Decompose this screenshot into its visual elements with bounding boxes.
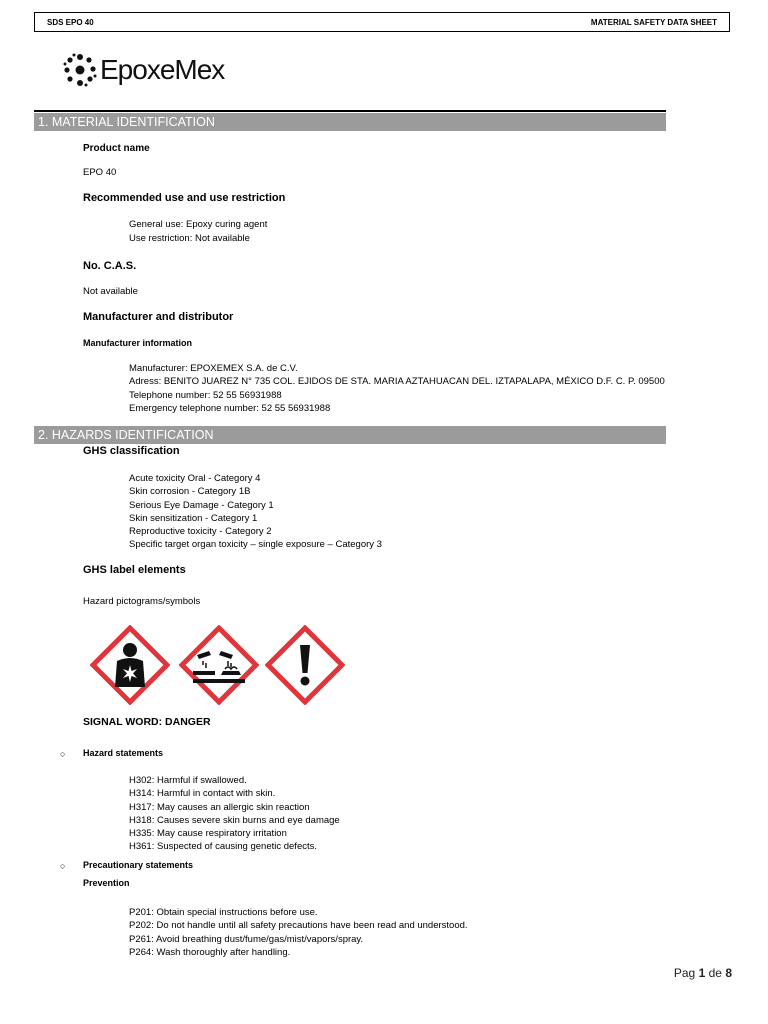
ghs-class-item: Serious Eye Damage - Category 1 <box>129 499 274 511</box>
ghs-class-item: Reproductive toxicity - Category 2 <box>129 526 272 538</box>
ghs-class-item: Acute toxicity Oral - Category 4 <box>129 473 261 484</box>
hazard-statements-list <box>129 774 340 854</box>
prevention-statement: P261: Avoid breathing dust/fume/gas/mist/vapors/spray. <box>129 933 364 945</box>
manufacturer-info-list <box>129 362 665 415</box>
product-name-value: EPO 40 <box>83 167 117 178</box>
page-number <box>674 966 732 980</box>
exclamation-mark-icon <box>265 625 345 705</box>
doc-type: MATERIAL SAFETY DATA SHEET <box>590 18 717 27</box>
page-separator: de <box>708 966 722 980</box>
current-page: 1 <box>698 966 706 980</box>
prevention-statements-list <box>129 906 468 959</box>
ghs-classification-heading: GHS classification <box>83 445 180 457</box>
general-use-text: General use: Epoxy curing agent <box>129 219 268 230</box>
ghs-label-elements-heading: GHS label elements <box>83 564 186 576</box>
document-header <box>34 12 730 32</box>
hazard-statements-label: Hazard statements <box>83 748 164 758</box>
logo-text: EpoxeMex <box>100 54 225 85</box>
hazard-statement: H335: May cause respiratory irritation <box>129 828 287 840</box>
manufacturer-heading: Manufacturer and distributor <box>83 311 234 323</box>
hazard-statement: H361: Suspected of causing genetic defects. <box>129 841 318 853</box>
corrosion-icon <box>179 625 259 705</box>
section-1-title: 1. MATERIAL IDENTIFICATION <box>34 113 666 131</box>
company-logo <box>62 50 242 90</box>
page-prefix: Pag <box>673 966 696 980</box>
signal-word: SIGNAL WORD: DANGER <box>83 716 211 728</box>
total-pages: 8 <box>725 966 732 980</box>
prevention-statement: P201: Obtain special instructions before use. <box>129 907 318 918</box>
product-name-label: Product name <box>83 143 150 154</box>
recommended-use-heading: Recommended use and use restriction <box>83 192 286 204</box>
section-2-title: 2. HAZARDS IDENTIFICATION <box>34 426 666 444</box>
manufacturer-info-label: Manufacturer information <box>83 338 193 348</box>
health-hazard-icon <box>90 625 170 705</box>
logo-mark-icon <box>62 52 98 88</box>
ghs-class-item: Specific target organ toxicity – single exposure – Category 3 <box>129 539 382 551</box>
emergency-telephone-line: Emergency telephone number: 52 55 56931988 <box>129 402 331 414</box>
prevention-statement: P202: Do not handle until all safety precautions have been read and understood. <box>129 920 468 932</box>
doc-code: SDS EPO 40 <box>47 18 94 27</box>
hazard-statement: H318: Causes severe skin burns and eye damage <box>129 814 340 826</box>
bullet-icon: ○ <box>60 861 66 871</box>
prevention-label: Prevention <box>83 878 130 888</box>
ghs-class-item: Skin corrosion - Category 1B <box>129 486 251 498</box>
hazard-statement: H302: Harmful if swallowed. <box>129 775 247 786</box>
use-restriction-text: Use restriction: Not available <box>129 233 250 244</box>
manufacturer-line: Manufacturer: EPOXEMEX S.A. de C.V. <box>129 363 298 374</box>
ghs-classification-list <box>129 472 382 552</box>
hazard-statement: H314: Harmful in contact with skin. <box>129 788 276 800</box>
ghs-class-item: Skin sensitization - Category 1 <box>129 512 258 524</box>
cas-value: Not available <box>83 286 138 297</box>
precautionary-statements-label: Precautionary statements <box>83 860 194 870</box>
telephone-line: Telephone number: 52 55 56931988 <box>129 389 282 401</box>
prevention-statement: P264: Wash thoroughly after handling. <box>129 946 291 958</box>
bullet-icon: ○ <box>60 749 66 759</box>
address-line: Adress: BENITO JUAREZ N° 735 COL. EJIDOS DE STA. MARIA AZTAHUACAN DEL. IZTAPALAPA, MÉXICO D.F. C. P. 09500 <box>129 376 665 388</box>
cas-heading: No. C.A.S. <box>83 260 137 272</box>
hazard-pictograms-label: Hazard pictograms/symbols <box>83 596 201 607</box>
hazard-statement: H317: May causes an allergic skin reaction <box>129 801 310 813</box>
header-divider <box>34 110 666 112</box>
